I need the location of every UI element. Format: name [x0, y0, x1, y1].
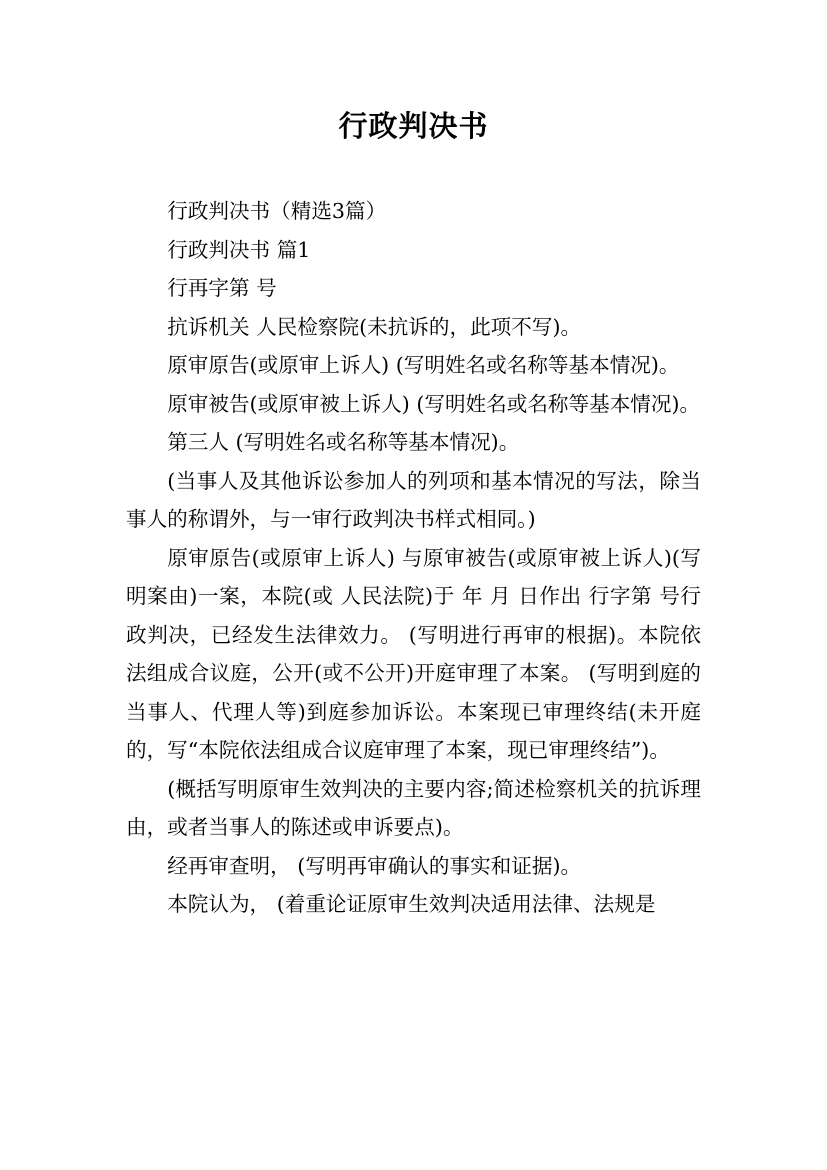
paragraph-original-judgment: (概括写明原审生效判决的主要内容;简述检察机关的抗诉理由，或者当事人的陈述或申诉要点)。 [126, 776, 701, 839]
paragraph-case-number: 行再字第 号 [167, 276, 277, 300]
paragraph-findings: 经再审查明， (写明再审确认的事实和证据)。 [167, 853, 582, 878]
document-title: 行政判决书 [338, 109, 489, 143]
paragraph-note: (当事人及其他诉讼参加人的列项和基本情况的写法，除当事人的称谓外，与一审行政判决书样式相同。) [126, 468, 701, 531]
paragraph-case-background: 原审原告(或原审上诉人) 与原审被告(或原审被上诉人)(写明案由)一案，本院(或 人民法院)于 年 月 日作出 行字第 号行政判决，已经发生法律效力。 (写明进行再审的根据)。本院依法组成合议庭，公开(或不公开)开庭审理了本案。 (写明到庭的当事人、代理人等)到庭参加诉讼。本案现已审理终结(未开庭的，写“本院依法组成合议庭审理了本案，现已审理终结”)。 [126, 545, 701, 762]
paragraph-court-opinion: 本院认为， (着重论证原审生效判决适用法律、法规是 [167, 892, 656, 916]
paragraph-third-party: 第三人 (写明姓名或名称等基本情况)。 [167, 430, 520, 454]
paragraph-section: 行政判决书 篇1 [167, 237, 311, 262]
paragraph-plaintiff: 原审原告(或原审上诉人) (写明姓名或名称等基本情况)。 [167, 353, 680, 377]
document-body [126, 192, 701, 924]
paragraph-heading: 行政判决书（精选3篇） [167, 199, 387, 223]
paragraph-defendant: 原审被告(或原审被上诉人) (写明姓名或名称等基本情况)。 [167, 391, 701, 416]
paragraph-protest-organ: 抗诉机关 人民检察院(未抗诉的，此项不写)。 [167, 314, 582, 339]
